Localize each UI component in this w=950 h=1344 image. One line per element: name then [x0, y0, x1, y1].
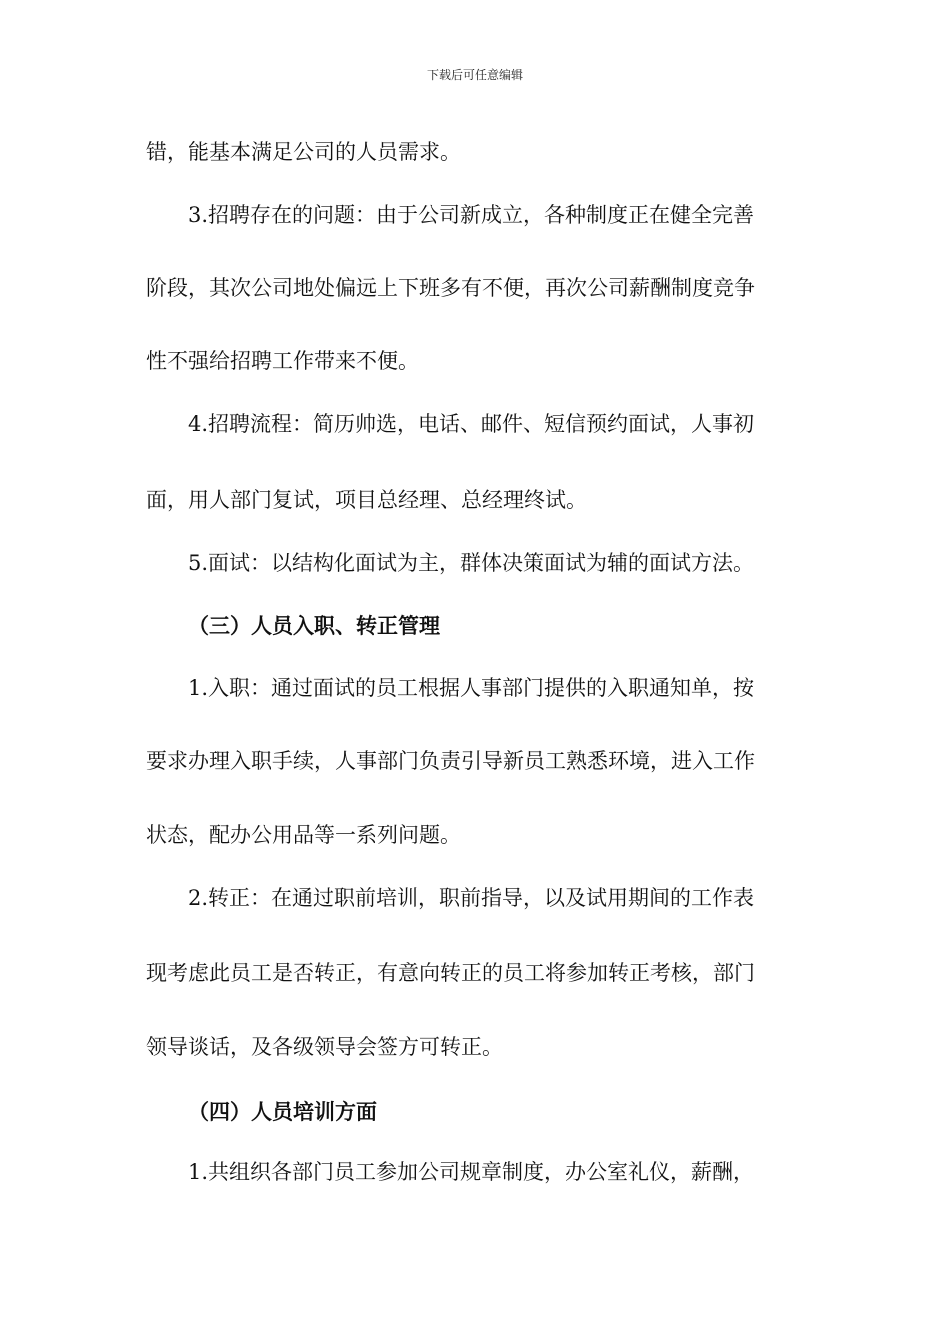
paragraph-line: 阶段，其次公司地处偏远上下班多有不便，再次公司薪酬制度竞争 — [146, 276, 755, 300]
paragraph-line: 要求办理入职手续，人事部门负责引导新员工熟悉环境，进入工作 — [146, 749, 755, 773]
paragraph-line: 3.招聘存在的问题：由于公司新成立，各种制度正在健全完善 — [188, 203, 755, 227]
paragraph-line: 状态，配办公用品等一系列问题。 — [146, 823, 461, 847]
paragraph-line: 性不强给招聘工作带来不便。 — [146, 349, 419, 373]
paragraph-line: 1.共组织各部门员工参加公司规章制度，办公室礼仪，薪酬， — [188, 1160, 755, 1184]
paragraph-line: 领导谈话，及各级领导会签方可转正。 — [146, 1035, 503, 1059]
paragraph-line: 面，用人部门复试，项目总经理、总经理终试。 — [146, 488, 587, 512]
paragraph-line: 1.入职：通过面试的员工根据人事部门提供的入职通知单，按 — [188, 676, 755, 700]
paragraph-line: 错，能基本满足公司的人员需求。 — [146, 140, 461, 164]
paragraph-line: 4.招聘流程：简历帅选，电话、邮件、短信预约面试，人事初 — [188, 412, 755, 436]
page-header: 下载后可任意编辑 — [426, 68, 523, 82]
section-heading: （三）人员入职、转正管理 — [188, 613, 440, 638]
paragraph-line: 2.转正：在通过职前培训，职前指导，以及试用期间的工作表 — [188, 886, 755, 910]
paragraph-line: 5.面试：以结构化面试为主，群体决策面试为辅的面试方法。 — [188, 551, 755, 575]
section-heading: （四）人员培训方面 — [188, 1099, 377, 1124]
paragraph-line: 现考虑此员工是否转正，有意向转正的员工将参加转正考核，部门 — [146, 961, 755, 985]
